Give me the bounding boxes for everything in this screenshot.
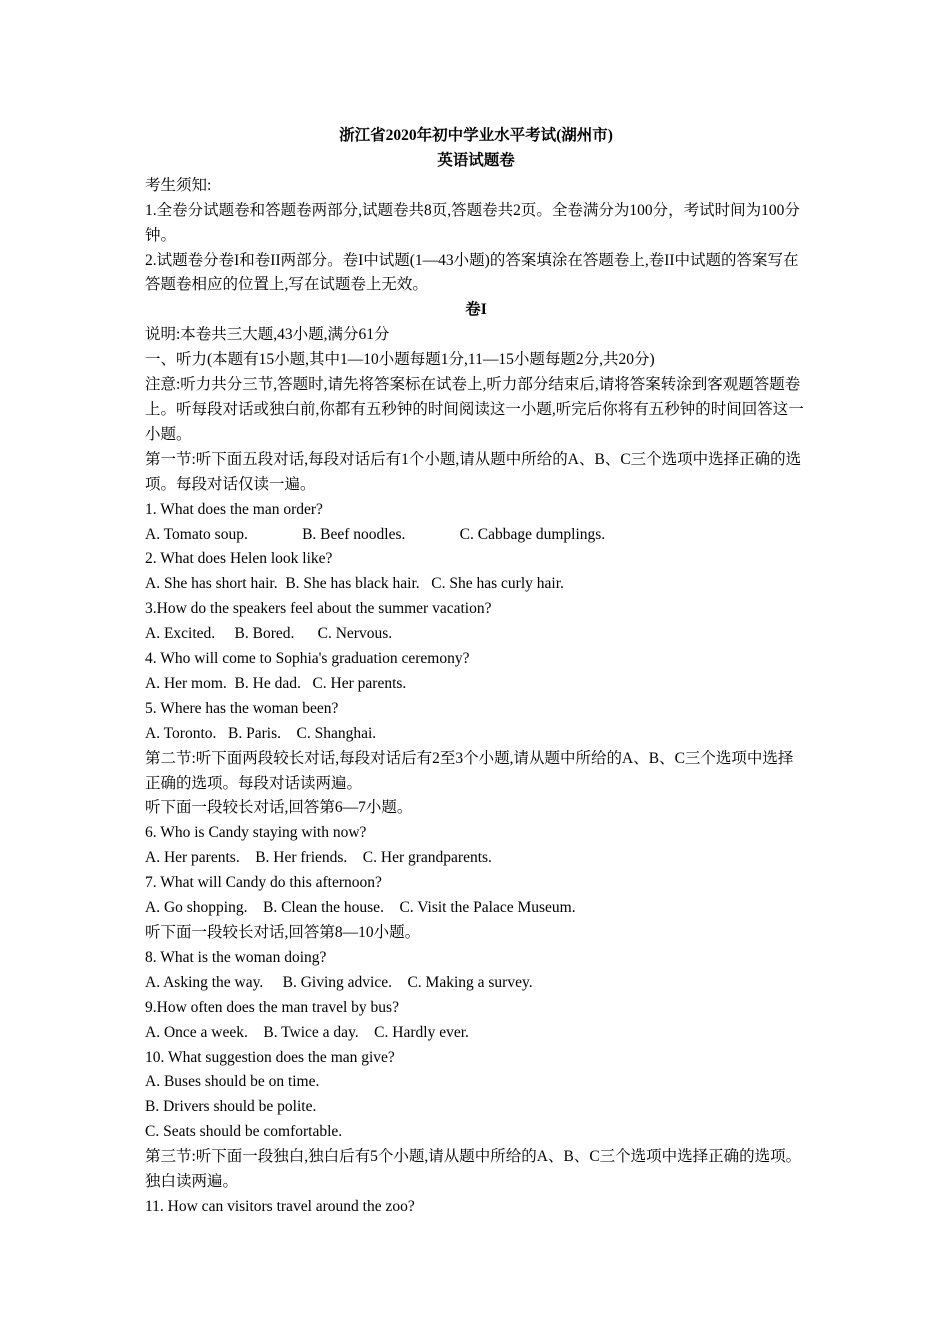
- question-10-option-b: B. Drivers should be polite.: [145, 1098, 317, 1116]
- question-3: 3.How do the speakers feel about the summer vacation?: [145, 600, 492, 618]
- listening-attention: 注意:听力共分三节,答题时,请先将答案标在试卷上,听力部分结束后,请将答案转涂到客观题答题卷上。听每段对话或独白前,你都有五秒钟的时间阅读这一小题,听完后你将有五秒钟的时间回答这一小题。: [145, 376, 804, 443]
- notice-heading: 考生须知:: [145, 176, 212, 194]
- notice-item-2: 2.试题卷分卷I和卷II两部分。卷I中试题(1—43小题)的答案填涂在答题卷上,卷II中试题的答案写在答题卷相应的位置上,写在试题卷上无效。: [145, 251, 799, 294]
- question-2: 2. What does Helen look like?: [145, 550, 333, 568]
- question-5: 5. Where has the woman been?: [145, 699, 339, 717]
- section2-dialogue-b: 听下面一段较长对话,回答第8—10小题。: [145, 924, 421, 941]
- question-3-options: A. Excited. B. Bored. C. Nervous.: [145, 625, 393, 643]
- question-9: 9.How often does the man travel by bus?: [145, 998, 399, 1016]
- question-4-options: A. Her mom. B. He dad. C. Her parents.: [145, 674, 407, 692]
- question-8-options: A. Asking the way. B. Giving advice. C. Making a survey.: [145, 973, 533, 991]
- question-7-options: A. Go shopping. B. Clean the house. C. Visit the Palace Museum.: [145, 899, 576, 917]
- question-5-options: A. Toronto. B. Paris. C. Shanghai.: [145, 724, 377, 742]
- section-title-listening: 一、听力(本题有15小题,其中1—10小题每题1分,11—15小题每题2分,共20分): [145, 351, 655, 369]
- question-2-options: A. She has short hair. B. She has black hair. C. She has curly hair.: [145, 575, 564, 593]
- question-6: 6. Who is Candy staying with now?: [145, 824, 367, 842]
- question-10: 10. What suggestion does the man give?: [145, 1048, 395, 1066]
- section2-intro: 第二节:听下面两段较长对话,每段对话后有2至3个小题,请从题中所给的A、B、C三个选项中选择正确的选项。每段对话读两遍。: [145, 749, 794, 792]
- question-4: 4. Who will come to Sophia's graduation ceremony?: [145, 650, 470, 668]
- question-8: 8. What is the woman doing?: [145, 948, 327, 966]
- section2-dialogue-a: 听下面一段较长对话,回答第6—7小题。: [145, 799, 413, 817]
- question-9-options: A. Once a week. B. Twice a day. C. Hardly ever.: [145, 1023, 469, 1041]
- section1-intro: 第一节:听下面五段对话,每段对话后有1个小题,请从题中所给的A、B、C三个选项中选择正确的选项。每段对话仅读一遍。: [145, 450, 802, 493]
- question-1: 1. What does the man order?: [145, 500, 323, 518]
- question-11: 11. How can visitors travel around the zoo?: [145, 1197, 415, 1215]
- exam-page: [145, 124, 807, 1220]
- question-6-options: A. Her parents. B. Her friends. C. Her grandparents.: [145, 849, 492, 867]
- question-7: 7. What will Candy do this afternoon?: [145, 874, 382, 892]
- notice-item-1: 1.全卷分试题卷和答题卷两部分,试题卷共8页,答题卷共2页。全卷满分为100分，考试时间为100分钟。: [145, 201, 800, 244]
- exam-subtitle: 英语试题卷: [437, 151, 515, 169]
- section3-intro: 第三节:听下面一段独白,独白后有5个小题,请从题中所给的A、B、C三个选项中选择正确的选项。独白读两遍。: [145, 1148, 802, 1191]
- part-heading: 卷I: [465, 301, 487, 319]
- exam-title: 浙江省2020年初中学业水平考试(湖州市): [339, 127, 613, 144]
- question-1-options: A. Tomato soup. B. Beef noodles. C. Cabbage dumplings.: [145, 525, 606, 543]
- question-10-option-c: C. Seats should be comfortable.: [145, 1123, 343, 1141]
- question-10-option-a: A. Buses should be on time.: [145, 1073, 320, 1091]
- part-note: 说明:本卷共三大题,43小题,满分61分: [145, 326, 390, 344]
